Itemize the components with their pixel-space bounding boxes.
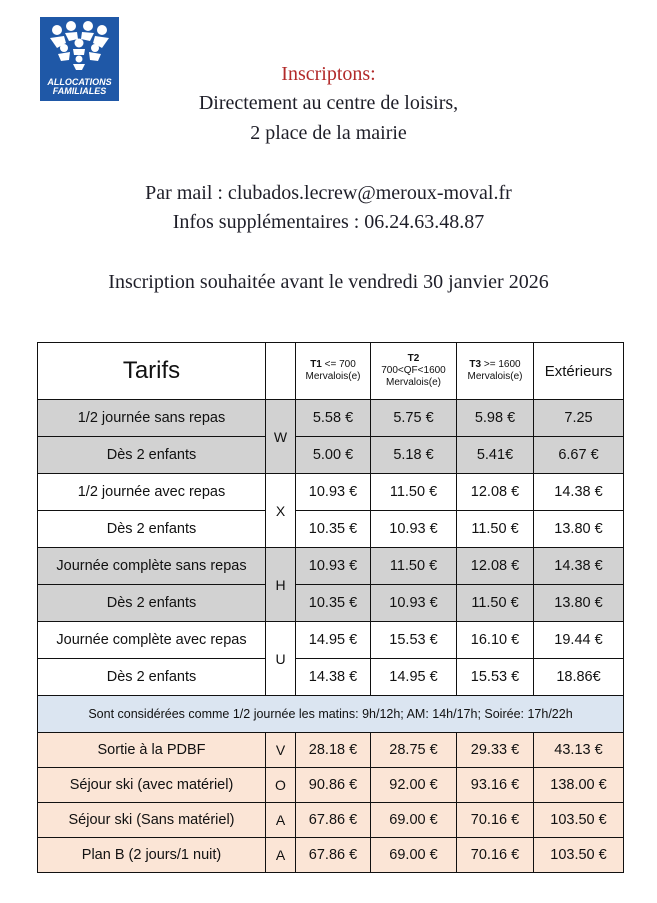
table-row [38,400,624,437]
price-cell: 19.44 € [534,622,624,659]
price-cell: 103.50 € [534,803,624,838]
tier-code: T1 [310,359,322,370]
tier-range: >= 1600 [483,359,521,370]
tier-header-exterieurs: Extérieurs [534,343,624,400]
row-code: A [266,803,296,838]
price-cell: 67.86 € [296,838,371,873]
price-cell: 138.00 € [534,768,624,803]
price-cell: 69.00 € [371,803,457,838]
row-label: Sortie à la PDBF [38,733,266,768]
price-cell: 5.18 € [371,437,457,474]
row-code: W [266,400,296,474]
price-cell: 12.08 € [457,548,534,585]
table-row [38,803,624,838]
row-label: Dès 2 enfants [38,511,266,548]
price-cell: 11.50 € [457,511,534,548]
price-cell: 5.75 € [371,400,457,437]
price-cell: 7.25 [534,400,624,437]
table-row [38,511,624,548]
registration-deadline: Inscription souhaitée avant le vendredi 30 janvier 2026 [108,271,549,293]
price-cell: 5.58 € [296,400,371,437]
logo-line-2: FAMILIALES [52,86,107,96]
tier-range: <= 700 [324,359,356,370]
contact-email: Par mail : clubados.lecrew@meroux-moval.fr [145,182,512,204]
price-cell: 10.93 € [371,511,457,548]
table-row [38,838,624,873]
price-cell: 18.86€ [534,659,624,696]
price-cell: 69.00 € [371,838,457,873]
price-cell: 10.35 € [296,585,371,622]
row-code: X [266,474,296,548]
note-row [38,696,624,733]
price-cell: 14.95 € [371,659,457,696]
row-label: Séjour ski (Sans matériel) [38,803,266,838]
tier-sub: Mervalois(e) [305,371,361,382]
tarifs-table [37,342,624,873]
tier-sub: Mervalois(e) [385,377,441,388]
price-cell: 103.50 € [534,838,624,873]
registration-line-1: Directement au centre de loisirs, [198,92,459,114]
tier-code: T3 [469,359,482,370]
price-cell: 12.08 € [457,474,534,511]
price-cell: 5.00 € [296,437,371,474]
registration-line-2: 2 place de la mairie [250,122,407,144]
price-cell: 5.41€ [457,437,534,474]
price-cell: 14.95 € [296,622,371,659]
price-cell: 13.80 € [534,511,624,548]
price-cell: 14.38 € [534,474,624,511]
price-cell: 11.50 € [457,585,534,622]
table-row [38,474,624,511]
row-label: Journée complète avec repas [38,622,266,659]
row-label: 1/2 journée avec repas [38,474,266,511]
contact-phone: Infos supplémentaires : 06.24.63.48.87 [172,211,485,233]
price-cell: 6.67 € [534,437,624,474]
price-cell: 28.75 € [371,733,457,768]
row-code: A [266,838,296,873]
price-cell: 11.50 € [371,474,457,511]
price-cell: 10.35 € [296,511,371,548]
row-code: V [266,733,296,768]
price-cell: 5.98 € [457,400,534,437]
price-cell: 43.13 € [534,733,624,768]
price-cell: 29.33 € [457,733,534,768]
row-label: Dès 2 enfants [38,437,266,474]
price-cell: 70.16 € [457,803,534,838]
row-code: O [266,768,296,803]
row-label: Journée complète sans repas [38,548,266,585]
price-cell: 10.93 € [371,585,457,622]
price-cell: 15.53 € [457,659,534,696]
code-header [266,343,296,400]
table-row [38,622,624,659]
table-row [38,548,624,585]
table-title: Tarifs [38,343,266,400]
tier-sub: Mervalois(e) [467,371,523,382]
row-code: U [266,622,296,696]
row-label: Dès 2 enfants [38,585,266,622]
price-cell: 92.00 € [371,768,457,803]
price-cell: 10.93 € [296,548,371,585]
row-label: Séjour ski (avec matériel) [38,768,266,803]
price-cell: 16.10 € [457,622,534,659]
price-cell: 67.86 € [296,803,371,838]
row-label: Dès 2 enfants [38,659,266,696]
registration-heading: Inscriptons: [281,63,376,85]
price-cell: 90.86 € [296,768,371,803]
tier-header-t1 [296,343,371,400]
price-cell: 11.50 € [371,548,457,585]
tier-header-t2 [371,343,457,400]
price-cell: 14.38 € [534,548,624,585]
tier-code: T2 [407,353,420,364]
row-code: H [266,548,296,622]
table-row [38,437,624,474]
price-cell: 93.16 € [457,768,534,803]
table-row [38,659,624,696]
price-cell: 15.53 € [371,622,457,659]
price-cell: 70.16 € [457,838,534,873]
logo-line-1: ALLOCATIONS [47,77,112,87]
table-row [38,768,624,803]
price-cell: 13.80 € [534,585,624,622]
price-cell: 10.93 € [296,474,371,511]
tier-range: 700<QF<1600 [381,365,446,376]
row-label: Plan B (2 jours/1 nuit) [38,838,266,873]
table-header-row [38,343,624,400]
table-row [38,585,624,622]
price-cell: 14.38 € [296,659,371,696]
row-label: 1/2 journée sans repas [38,400,266,437]
caf-logo [40,17,119,101]
half-day-note: Sont considérées comme 1/2 journée les matins: 9h/12h; AM: 14h/17h; Soirée: 17h/22h [38,696,624,733]
price-cell: 28.18 € [296,733,371,768]
tier-header-t3 [457,343,534,400]
table-row [38,733,624,768]
